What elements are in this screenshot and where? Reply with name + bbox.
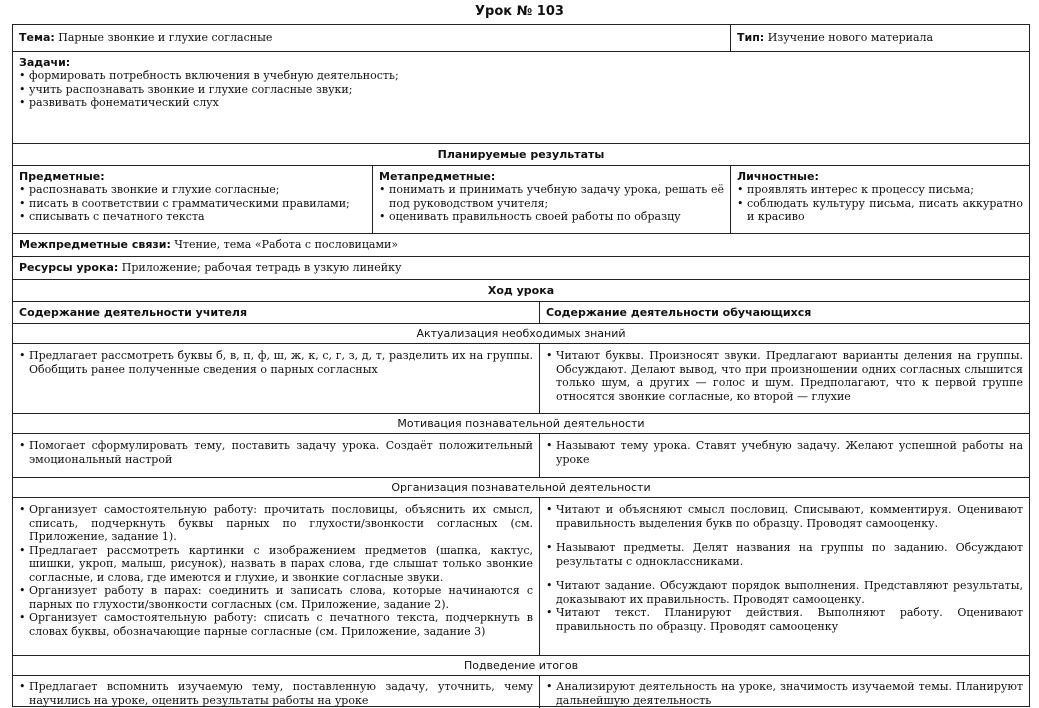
personal-results-label: Личностные: <box>737 170 819 183</box>
planned-results-heading: Планируемые результаты <box>437 148 605 161</box>
section-header-row <box>13 656 1029 676</box>
list-item: • Называют тему урока. Ставят учебную задачу. Желают успешной работы на уроке <box>546 439 1023 466</box>
list-item: • понимать и принимать учебную задачу урока, решать её под руководством учителя; <box>379 183 724 210</box>
topic-cell <box>13 25 731 51</box>
students-activity-cell <box>540 434 1029 477</box>
meta-results-cell <box>373 166 731 233</box>
list-item: • проявлять интерес к процессу письма; <box>737 183 1023 197</box>
teacher-activity-cell <box>13 498 540 655</box>
tasks-label: Задачи: <box>19 56 71 69</box>
section-title: Мотивация познавательной деятельности <box>397 417 645 430</box>
list-item: • Читают задание. Обсуждают порядок выполнения. Представляют результаты, доказывают их правильность. Проводят самооценку. <box>546 579 1023 606</box>
list-item: • Организует работу в парах: соединить и записать слова, которые начинаются с парных по глухости/звонкости согласных (см. Приложение, задание 2). <box>19 584 533 611</box>
resources-value: Приложение; рабочая тетрадь в узкую линейку <box>121 261 402 274</box>
lesson-plan-table <box>12 24 1030 707</box>
teacher-activity-cell <box>13 434 540 477</box>
list-item: • формировать потребность включения в учебную деятельность; <box>19 69 1023 83</box>
meta-results-label: Метапредметные: <box>379 170 496 183</box>
tasks-list <box>19 69 1023 110</box>
teacher-activity-cell <box>13 676 540 708</box>
type-cell <box>731 25 1029 51</box>
topic-row <box>13 25 1029 52</box>
list-item: • Читают и объясняют смысл пословиц. Списывают, комментируя. Оценивают правильность выделения букв по образцу. Проводят самооценку. <box>546 503 1023 530</box>
list-item: • Организует самостоятельную работу: списать с печатного текста, подчеркнуть в словах буквы, обозначающие парные согласные (см. Приложение, задание 3) <box>19 611 533 638</box>
teacher-activity-cell <box>13 344 540 413</box>
section-title: Организация познавательной деятельности <box>391 481 651 494</box>
students-activity-cell <box>540 344 1029 413</box>
students-activity-cell <box>540 498 1029 655</box>
subject-results-label: Предметные: <box>19 170 105 183</box>
list-item: • Предлагает вспомнить изучаемую тему, поставленную задачу, уточнить, чему научились на уроке, оценить результаты работы на уроке <box>19 680 533 707</box>
list-item: • Читают текст. Планируют действия. Выполняют работу. Оценивают правильность по образцу. Проводят самооценку <box>546 606 1023 633</box>
list-item: • Называют предметы. Делят названия на группы по заданию. Обсуждают результаты с одноклассниками. <box>546 541 1023 568</box>
type-value: Изучение нового материала <box>767 31 934 44</box>
section-title: Актуализация необходимых знаний <box>416 327 626 340</box>
list-item: • Помогает сформулировать тему, поставить задачу урока. Создаёт положительный эмоциональный настрой <box>19 439 533 466</box>
lesson-title: Урок № 103 <box>475 4 564 19</box>
tasks-row <box>13 52 1029 144</box>
students-activity-cell <box>540 676 1029 708</box>
section-content-row <box>13 344 1029 414</box>
lesson-flow-heading: Ход урока <box>487 284 555 297</box>
resources-label: Ресурсы урока: <box>19 261 119 274</box>
column-headers-row <box>13 302 1029 324</box>
list-item: • Анализируют деятельность на уроке, значимость изучаемой темы. Планируют дальнейшую деятельность <box>546 680 1023 707</box>
list-item: • соблюдать культуру письма, писать аккуратно и красиво <box>737 197 1023 224</box>
subject-results-cell <box>13 166 373 233</box>
results-row <box>13 166 1029 234</box>
lesson-flow-row <box>13 280 1029 302</box>
list-item: • развивать фонематический слух <box>19 96 1023 110</box>
section-content-row <box>13 676 1029 708</box>
personal-results-cell <box>731 166 1029 233</box>
interdisciplinary-label: Межпредметные связи: <box>19 238 171 251</box>
topic-label: Тема: <box>19 31 55 44</box>
section-content-row <box>13 498 1029 656</box>
list-item: • писать в соответствии с грамматическими правилами; <box>19 197 366 211</box>
spacer <box>546 568 1023 579</box>
section-content-row <box>13 434 1029 478</box>
list-item: • списывать с печатного текста <box>19 210 366 224</box>
section-header-row <box>13 478 1029 498</box>
interdisciplinary-value: Чтение, тема «Работа с пословицами» <box>174 238 399 251</box>
interdisciplinary-row <box>13 234 1029 257</box>
list-item: • Читают буквы. Произносят звуки. Предлагают варианты деления на группы. Обсуждают. Делают вывод, что при произношении одних согласных слышится только шум, а других — голос и шум. Предполагают, что к первой группе относятся звонкие согласные, ко второй — глухие <box>546 349 1023 403</box>
list-item: • учить распознавать звонкие и глухие согласные звуки; <box>19 83 1023 97</box>
students-column-header: Содержание деятельности обучающихся <box>546 306 812 319</box>
section-header-row <box>13 414 1029 434</box>
teacher-column-header: Содержание деятельности учителя <box>13 302 540 323</box>
list-item: • распознавать звонкие и глухие согласные; <box>19 183 366 197</box>
list-item: • Предлагает рассмотреть картинки с изображением предметов (шапка, кактус, шишки, укроп, малыш, рисунок), назвать в парах слова, где слышат только звонкие согласные, и слова, где имеются и глухие, и звонкие согласные звуки. <box>19 544 533 585</box>
topic-value: Парные звонкие и глухие согласные <box>58 31 273 44</box>
list-item: • оценивать правильность своей работы по образцу <box>379 210 724 224</box>
spacer <box>546 530 1023 541</box>
resources-row <box>13 257 1029 280</box>
list-item: • Организует самостоятельную работу: прочитать пословицы, объяснить их смысл, списать, подчеркнуть буквы парных по глухости/звонкости согласных (см. Приложение, задание 1). <box>19 503 533 544</box>
section-title: Подведение итогов <box>463 659 579 672</box>
section-header-row <box>13 324 1029 344</box>
type-label: Тип: <box>737 31 765 44</box>
planned-results-header-row <box>13 144 1029 166</box>
list-item: • Предлагает рассмотреть буквы б, в, п, ф, ш, ж, к, с, г, з, д, т, разделить их на группы. Обобщить ранее полученные сведения о парных согласных <box>19 349 533 376</box>
